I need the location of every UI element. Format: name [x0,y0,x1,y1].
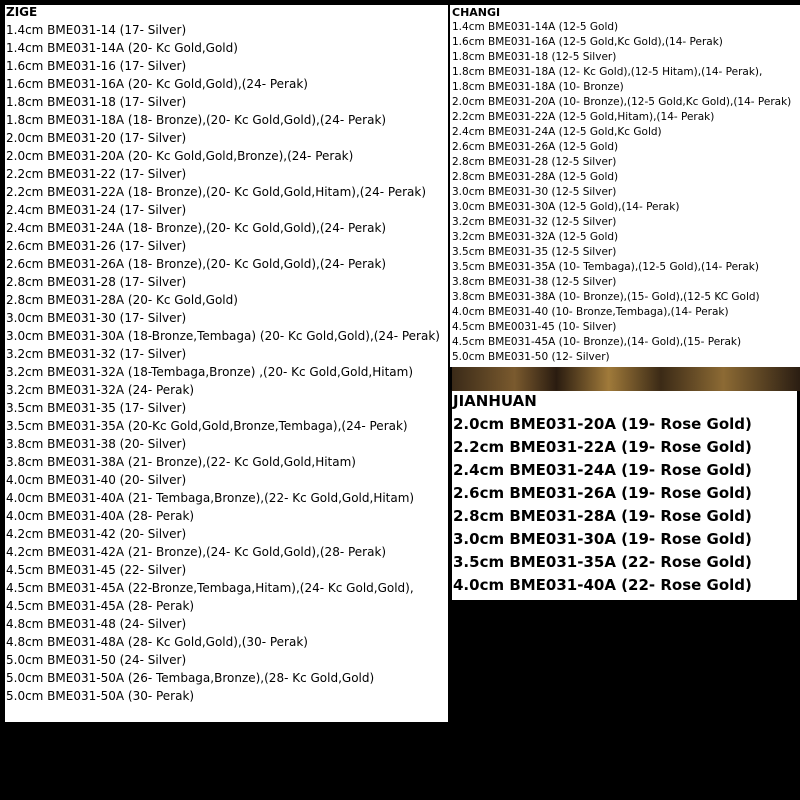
list-item: 4.5cm BME031-45A (22-Bronze,Tembaga,Hitam),(24- Kc Gold,Gold), [6,581,414,595]
list-item: 4.0cm BME031-40A (21- Tembaga,Bronze),(22- Kc Gold,Gold,Hitam) [6,491,415,505]
list-item: 1.4cm BME031-14 (17- Silver) [6,23,187,37]
list-item: 2.4cm BME031-24 (17- Silver) [6,203,187,217]
list-item: 3.8cm BME031-38 (12-5 Silver) [452,276,617,288]
list-item: 2.2cm BME031-22A (12-5 Gold,Hitam),(14- Perak) [452,111,715,123]
list-item: 3.5cm BME031-35A (22- Rose Gold) [453,553,752,571]
list-item: 3.2cm BME031-32A (12-5 Gold) [452,231,619,243]
zige-price-list [5,5,448,722]
list-item: 2.8cm BME031-28 (12-5 Silver) [452,156,617,168]
list-item: 2.6cm BME031-26A (18- Bronze),(20- Kc Gold,Gold),(24- Perak) [6,257,387,271]
list-item: 4.0cm BME031-40 (20- Silver) [6,473,187,487]
list-item: 4.2cm BME031-42A (21- Bronze),(24- Kc Gold,Gold),(28- Perak) [6,545,387,559]
list-item: 4.5cm BME031-45 (22- Silver) [6,563,187,577]
list-item: 3.2cm BME031-32 (17- Silver) [6,347,187,361]
list-item: 4.0cm BME031-40A (28- Perak) [6,509,195,523]
changi-price-list [450,5,800,367]
zige-title: ZIGE [6,5,38,19]
list-item: 5.0cm BME031-50 (12- Silver) [452,351,610,363]
list-item: 2.6cm BME031-26A (12-5 Gold) [452,141,619,153]
list-item: 2.6cm BME031-26A (19- Rose Gold) [453,484,752,502]
list-item: 4.0cm BME031-40A (22- Rose Gold) [453,576,752,594]
list-item: 3.0cm BME031-30 (12-5 Silver) [452,186,617,198]
list-item: 3.8cm BME031-38 (20- Silver) [6,437,187,451]
list-item: 2.6cm BME031-26 (17- Silver) [6,239,187,253]
list-item: 3.5cm BME031-35 (12-5 Silver) [452,246,617,258]
list-item: 1.4cm BME031-14A (12-5 Gold) [452,21,619,33]
jianhuan-title: JIANHUAN [453,392,537,410]
list-item: 5.0cm BME031-50A (30- Perak) [6,689,195,703]
gold-bracelet-photo-strip [452,367,800,391]
list-item: 3.0cm BME031-30A (19- Rose Gold) [453,530,752,548]
list-item: 1.6cm BME031-16 (17- Silver) [6,59,187,73]
list-item: 3.2cm BME031-32 (12-5 Silver) [452,216,617,228]
list-item: 3.5cm BME031-35 (17- Silver) [6,401,187,415]
list-item: 3.0cm BME031-30 (17- Silver) [6,311,187,325]
list-item: 4.8cm BME031-48 (24- Silver) [6,617,187,631]
list-item: 2.2cm BME031-22 (17- Silver) [6,167,187,181]
list-item: 4.2cm BME031-42 (20- Silver) [6,527,187,541]
list-item: 1.8cm BME031-18A (18- Bronze),(20- Kc Gold,Gold),(24- Perak) [6,113,387,127]
list-item: 2.0cm BME031-20A (20- Kc Gold,Gold,Bronze),(24- Perak) [6,149,354,163]
list-item: 1.8cm BME031-18A (12- Kc Gold),(12-5 Hitam),(14- Perak), [452,66,763,78]
list-item: 4.0cm BME031-40 (10- Bronze,Tembaga),(14- Perak) [452,306,729,318]
list-item: 4.5cm BME0031-45 (10- Silver) [452,321,617,333]
list-item: 2.8cm BME031-28A (19- Rose Gold) [453,507,752,525]
list-item: 1.8cm BME031-18 (17- Silver) [6,95,187,109]
jianhuan-price-list [452,391,797,600]
list-item: 3.8cm BME031-38A (21- Bronze),(22- Kc Gold,Gold,Hitam) [6,455,356,469]
list-item: 3.2cm BME031-32A (24- Perak) [6,383,195,397]
list-item: 2.2cm BME031-22A (19- Rose Gold) [453,438,752,456]
list-item: 4.5cm BME031-45A (28- Perak) [6,599,195,613]
changi-items [450,20,800,365]
list-item: 1.6cm BME031-16A (12-5 Gold,Kc Gold),(14- Perak) [452,36,723,48]
list-item: 1.6cm BME031-16A (20- Kc Gold,Gold),(24- Perak) [6,77,308,91]
list-item: 2.0cm BME031-20A (19- Rose Gold) [453,415,752,433]
list-item: 3.5cm BME031-35A (20-Kc Gold,Gold,Bronze,Tembaga),(24- Perak) [6,419,408,433]
list-item: 3.0cm BME031-30A (18-Bronze,Tembaga) (20- Kc Gold,Gold),(24- Perak) [6,329,440,343]
list-item: 5.0cm BME031-50 (24- Silver) [6,653,187,667]
jianhuan-items [452,413,797,597]
list-item: 2.4cm BME031-24A (18- Bronze),(20- Kc Gold,Gold),(24- Perak) [6,221,387,235]
list-item: 1.8cm BME031-18A (10- Bronze) [452,81,624,93]
list-item: 2.2cm BME031-22A (18- Bronze),(20- Kc Gold,Gold,Hitam),(24- Perak) [6,185,426,199]
list-item: 3.5cm BME031-35A (10- Tembaga),(12-5 Gold),(14- Perak) [452,261,759,273]
list-item: 2.8cm BME031-28A (20- Kc Gold,Gold) [6,293,238,307]
list-item: 3.8cm BME031-38A (10- Bronze),(15- Gold),(12-5 KC Gold) [452,291,760,303]
list-item: 4.5cm BME031-45A (10- Bronze),(14- Gold),(15- Perak) [452,336,742,348]
list-item: 2.0cm BME031-20 (17- Silver) [6,131,187,145]
list-item: 2.8cm BME031-28 (17- Silver) [6,275,187,289]
list-item: 3.2cm BME031-32A (18-Tembaga,Bronze) ,(20- Kc Gold,Gold,Hitam) [6,365,413,379]
list-item: 1.8cm BME031-18 (12-5 Silver) [452,51,617,63]
list-item: 5.0cm BME031-50A (26- Tembaga,Bronze),(28- Kc Gold,Gold) [6,671,375,685]
list-item: 4.8cm BME031-48A (28- Kc Gold,Gold),(30- Perak) [6,635,308,649]
list-item: 2.8cm BME031-28A (12-5 Gold) [452,171,619,183]
zige-items [5,21,448,705]
list-item: 1.4cm BME031-14A (20- Kc Gold,Gold) [6,41,238,55]
list-item: 2.0cm BME031-20A (10- Bronze),(12-5 Gold,Kc Gold),(14- Perak) [452,96,792,108]
list-item: 2.4cm BME031-24A (19- Rose Gold) [453,461,752,479]
list-item: 3.0cm BME031-30A (12-5 Gold),(14- Perak) [452,201,680,213]
changi-title: CHANGI [452,6,501,19]
list-item: 2.4cm BME031-24A (12-5 Gold,Kc Gold) [452,126,662,138]
